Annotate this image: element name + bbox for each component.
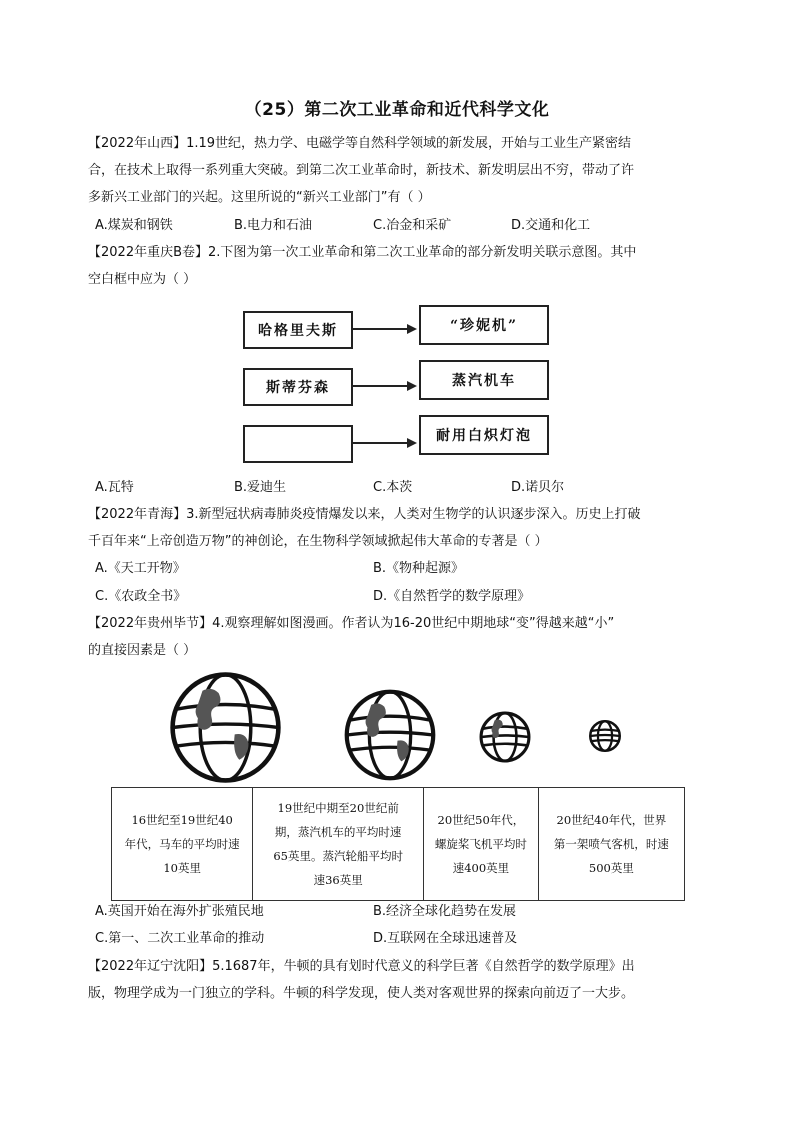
q4-line-1: 【2022年贵州毕节】4.观察理解如图漫画。作者认为16-20世纪中期地球“变”得越来越“小” (88, 616, 615, 631)
cell-line: 速400英里 (452, 861, 510, 875)
table-cell-steam (253, 788, 424, 901)
cell-line: 螺旋桨飞机平均时 (434, 837, 527, 851)
q1-line-2: 合，在技术上取得一系列重大突破。到第二次工业革命时，新技术、新发明层出不穷，带动了许 (88, 163, 635, 178)
travel-speed-table (111, 787, 685, 901)
globe-small-icon (479, 711, 531, 763)
page-title: （25）第二次工业革命和近代科学文化 (244, 100, 550, 120)
q1-option-a: A.煤炭和钢铁 (95, 218, 173, 233)
cell-line: 65英里。蒸汽轮船平均时 (273, 849, 403, 863)
diagram-arrow-3 (351, 442, 409, 444)
q4-option-d: D.互联网在全球迅速普及 (373, 931, 518, 946)
q3-option-a: A.《天工开物》 (95, 561, 186, 576)
diagram-left-box-1: 哈格里夫斯 (243, 311, 353, 349)
table-row (112, 788, 685, 901)
diagram-arrow-head-2 (407, 381, 417, 391)
globe-medium-icon (343, 688, 437, 782)
q1-option-b: B.电力和石油 (234, 218, 313, 233)
q2-line-2: 空白框中应为（ ） (88, 272, 197, 287)
q3-option-d: D.《自然哲学的数学原理》 (373, 589, 531, 604)
diagram-right-box-2: 蒸汽机车 (419, 360, 549, 400)
diagram-blank-box (243, 425, 353, 463)
q2-option-b: B.爱迪生 (234, 480, 287, 495)
q3-option-c: C.《农政全书》 (95, 589, 187, 604)
q2-option-a: A.瓦特 (95, 480, 134, 495)
q3-line-1: 【2022年青海】3.新型冠状病毒肺炎疫情爆发以来，人类对生物学的认识逐步深入。历史上打破 (88, 507, 641, 522)
cell-line: 20世纪50年代， (437, 813, 525, 827)
cell-line: 年代，马车的平均时速 (124, 837, 240, 851)
cell-line: 20世纪40年代，世界 (556, 813, 667, 827)
table-cell-carriage (112, 788, 253, 901)
q2-line-1: 【2022年重庆B卷】2.下图为第一次工业革命和第二次工业革命的部分新发明关联示意图。其中 (88, 245, 637, 260)
q1-line-1: 【2022年山西】1.19世纪，热力学、电磁学等自然科学领域的新发展，开始与工业生产紧密结 (88, 136, 632, 151)
diagram-left-box-2: 斯蒂芬森 (243, 368, 353, 406)
table-cell-jet (538, 788, 684, 901)
q1-option-d: D.交通和化工 (511, 218, 591, 233)
globe-large-icon (168, 670, 283, 785)
cell-line: 10英里 (163, 861, 201, 875)
q5-line-1: 【2022年辽宁沈阳】5.1687年，牛顿的具有划时代意义的科学巨著《自然哲学的数学原理》出 (88, 959, 635, 974)
cell-line: 19世纪中期至20世纪前 (277, 801, 399, 815)
cell-line: 速36英里 (313, 873, 363, 887)
diagram-right-box-3: 耐用白炽灯泡 (419, 415, 549, 455)
q4-option-c: C.第一、二次工业革命的推动 (95, 931, 265, 946)
diagram-arrow-head-3 (407, 438, 417, 448)
globe-tiny-icon (589, 720, 621, 752)
table-cell-propeller (424, 788, 539, 901)
q2-option-c: C.本茨 (373, 480, 413, 495)
q4-line-2: 的直接因素是（ ） (88, 643, 197, 658)
q3-line-2: 千百年来“上帝创造万物”的神创论，在生物科学领域掀起伟大革命的专著是（ ） (88, 534, 548, 549)
cell-line: 期，蒸汽机车的平均时速 (274, 825, 402, 839)
cell-line: 500英里 (588, 861, 634, 875)
cell-line: 16世纪至19世纪40 (131, 813, 233, 827)
diagram-right-box-1: “珍妮机” (419, 305, 549, 345)
q2-option-d: D.诺贝尔 (511, 480, 565, 495)
cell-line: 第一架喷气客机，时速 (553, 837, 669, 851)
q4-option-a: A.英国开始在海外扩张殖民地 (95, 904, 264, 919)
q1-line-3: 多新兴工业部门的兴起。这里所说的“新兴工业部门”有（ ） (88, 190, 431, 205)
q5-line-2: 版，物理学成为一门独立的学科。牛顿的科学发现，使人类对客观世界的探索向前迈了一大步。 (88, 986, 635, 1001)
q3-option-b: B.《物种起源》 (373, 561, 465, 576)
diagram-arrow-1 (351, 328, 409, 330)
q1-option-c: C.冶金和采矿 (373, 218, 452, 233)
diagram-arrow-2 (351, 385, 409, 387)
diagram-arrow-head-1 (407, 324, 417, 334)
q4-option-b: B.经济全球化趋势在发展 (373, 904, 517, 919)
